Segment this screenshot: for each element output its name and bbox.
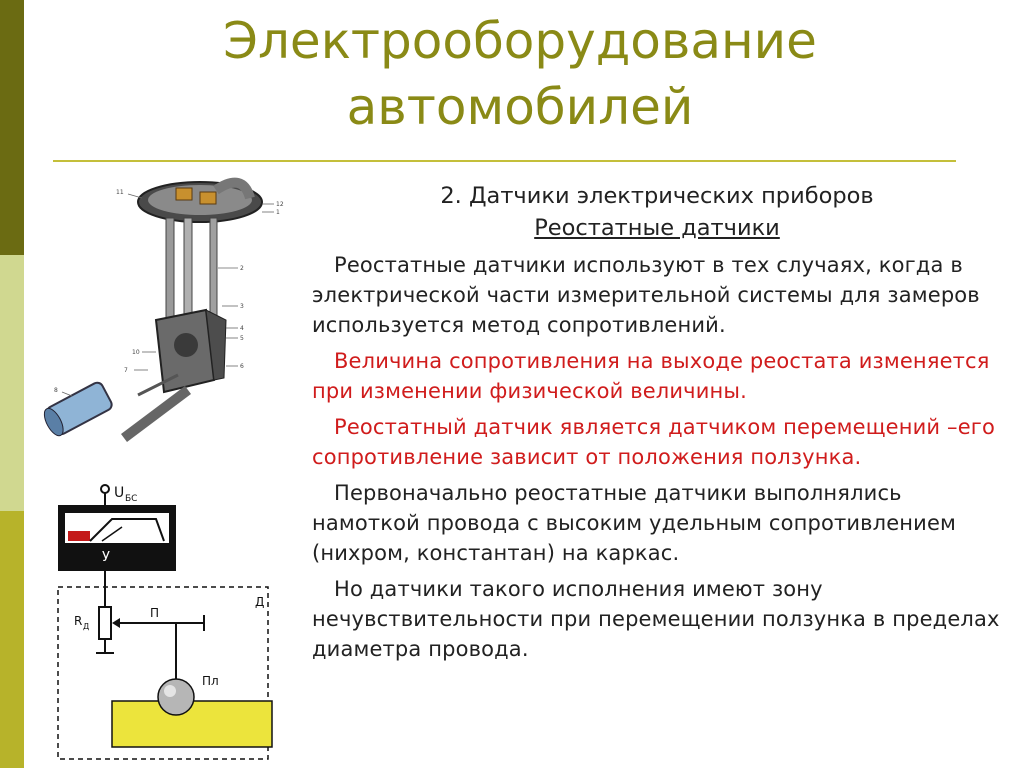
label-d: Д	[255, 595, 265, 609]
side-bar-segment-top	[0, 0, 24, 255]
label-p: П	[150, 606, 160, 620]
rheostat-schematic	[52, 475, 274, 765]
paragraph-highlight: Величина сопротивления на выходе реостата изменяется при изменении физической величины.	[312, 349, 990, 403]
slide-title	[120, 8, 920, 140]
label-u-sub: БС	[125, 494, 138, 504]
callout-label: 4	[240, 325, 244, 332]
label-r-sub: Д	[83, 622, 90, 631]
title-divider	[53, 160, 956, 162]
subsection-heading-text: Реостатные датчики	[534, 215, 780, 241]
callout-label: 5	[240, 335, 244, 342]
side-bar-segment-bottom	[0, 511, 24, 768]
callout-label: 11	[116, 189, 124, 196]
callout-label: 6	[240, 363, 244, 370]
callout-label: 7	[124, 367, 128, 374]
paragraph: Но датчики такого исполнения имеют зону нечувствительности при перемещении ползунка в пределах диаметра провода.	[312, 577, 1000, 661]
paragraph-highlight: Реостатный датчик является датчиком перемещений –его сопротивление зависит от положения ползунка.	[312, 415, 995, 469]
callout-label: 10	[132, 349, 140, 356]
callout-label: 2	[240, 265, 244, 272]
label-u: U	[114, 485, 125, 501]
label-pl: Пл	[202, 674, 219, 688]
callout-label: 3	[240, 303, 244, 310]
subsection-heading	[312, 212, 1002, 244]
slide-title-line1: Электрооборудование	[223, 12, 817, 70]
side-bar-segment-middle	[0, 255, 24, 511]
callout-label: 1	[276, 209, 280, 216]
label-y: У	[102, 550, 110, 565]
paragraph: Реостатные датчики используют в тех случаях, когда в электрической части измерительной системы для замеров используется метод сопротивлений.	[312, 253, 980, 337]
callout-label: 8	[54, 387, 58, 394]
label-r: R	[74, 614, 83, 628]
paragraph: Первоначально реостатные датчики выполнялись намоткой провода с высоким удельным сопротивлением (нихром, константан) на каркас.	[312, 481, 957, 565]
fuel-sensor-illustration	[38, 170, 300, 456]
slide-content	[312, 180, 1002, 664]
callout-label: 12	[276, 201, 284, 208]
slide-title-line2: автомобилей	[346, 78, 694, 136]
section-heading: 2. Датчики электрических приборов	[440, 183, 874, 209]
